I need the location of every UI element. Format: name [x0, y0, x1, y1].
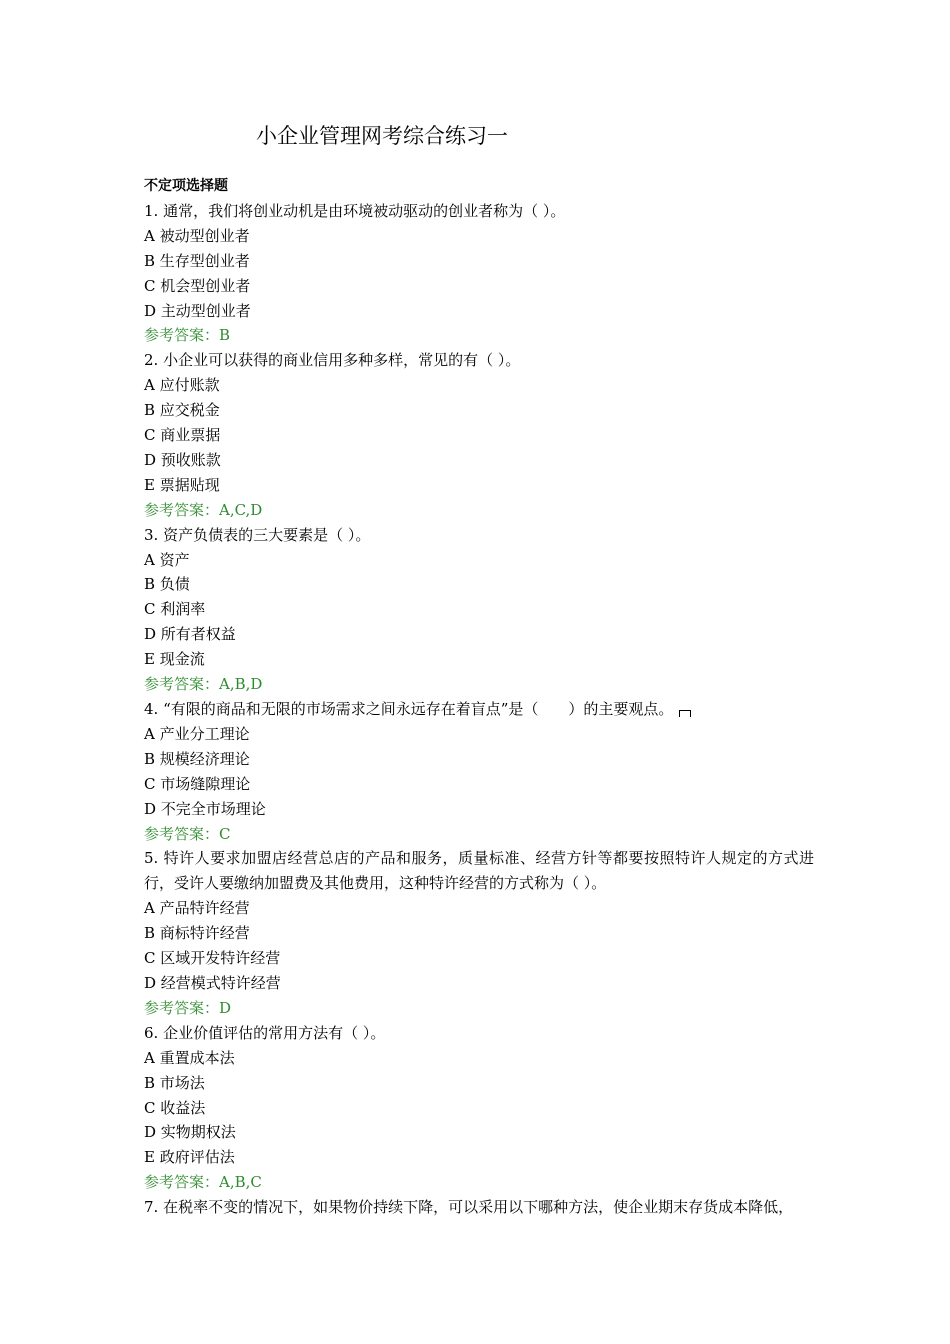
option-d: D 不完全市场理论: [144, 799, 266, 818]
question-2: [144, 348, 814, 522]
option-c: C 收益法: [144, 1098, 206, 1117]
reference-answer: 参考答案：A,B,D: [144, 675, 263, 694]
section-heading: 不定项选择题: [144, 178, 228, 194]
option-b: B 规模经济理论: [144, 749, 250, 768]
option-d: D 实物期权法: [144, 1123, 236, 1142]
option-a: A 重置成本法: [144, 1048, 235, 1067]
question-stem: 5. 特许人要求加盟店经营总店的产品和服务，质量标准、经营方针等都要按照特许人规定的方式进行，受许人要缴纳加盟费及其他费用，这种特许经营的方式称为（ ）。: [144, 849, 814, 893]
question-stem: 2. 小企业可以获得的商业信用多种多样，常见的有（ ）。: [144, 351, 521, 370]
option-a: A 产品特许经营: [144, 899, 250, 918]
option-a: A 被动型创业者: [144, 226, 250, 245]
reference-answer: 参考答案：B: [144, 326, 231, 345]
option-a: A 应付账款: [144, 376, 220, 395]
option-b: B 生存型创业者: [144, 251, 250, 270]
question-stem: 3. 资产负债表的三大要素是（ ）。: [144, 525, 371, 544]
paragraph-mark-icon: [679, 710, 691, 717]
question-1: [144, 199, 814, 348]
question-3: [144, 523, 814, 697]
question-stem: 6. 企业价值评估的常用方法有（ ）。: [144, 1023, 386, 1042]
option-e: E 现金流: [144, 650, 205, 669]
option-d: D 所有者权益: [144, 625, 236, 644]
option-d: D 主动型创业者: [144, 301, 251, 320]
option-c: C 市场缝隙理论: [144, 774, 251, 793]
option-c: C 利润率: [144, 600, 206, 619]
option-b: B 应交税金: [144, 401, 220, 420]
reference-answer: 参考答案：A,C,D: [144, 500, 263, 519]
option-b: B 市场法: [144, 1073, 205, 1092]
option-c: C 商业票据: [144, 426, 221, 445]
option-c: C 区域开发特许经营: [144, 949, 281, 968]
question-7: [144, 1195, 814, 1220]
option-a: A 产业分工理论: [144, 724, 250, 743]
page-title: 小企业管理网考综合练习一: [256, 124, 508, 148]
option-d: D 预收账款: [144, 450, 221, 469]
reference-answer: 参考答案：D: [144, 998, 232, 1017]
reference-answer: 参考答案：C: [144, 824, 231, 843]
question-5: [144, 846, 814, 1020]
option-a: A 资产: [144, 550, 190, 569]
option-e: E 票据贴现: [144, 475, 220, 494]
question-stem: 4. “有限的商品和无限的市场需求之间永远存在着盲点”是（ ）的主要观点。: [144, 700, 674, 719]
question-list: [144, 174, 814, 1220]
option-b: B 商标特许经营: [144, 924, 250, 943]
option-e: E 政府评估法: [144, 1148, 235, 1167]
question-stem: 1. 通常，我们将创业动机是由环境被动驱动的创业者称为（ ）。: [144, 201, 566, 220]
option-c: C 机会型创业者: [144, 276, 251, 295]
question-stem-line: [144, 697, 814, 722]
option-d: D 经营模式特许经营: [144, 973, 281, 992]
question-stem: 7. 在税率不变的情况下，如果物价持续下降，可以采用以下哪种方法，使企业期末存货成本降低，: [144, 1198, 794, 1217]
option-b: B 负债: [144, 575, 190, 594]
question-6: [144, 1021, 814, 1195]
reference-answer: 参考答案：A,B,C: [144, 1173, 262, 1192]
question-4: [144, 697, 814, 846]
